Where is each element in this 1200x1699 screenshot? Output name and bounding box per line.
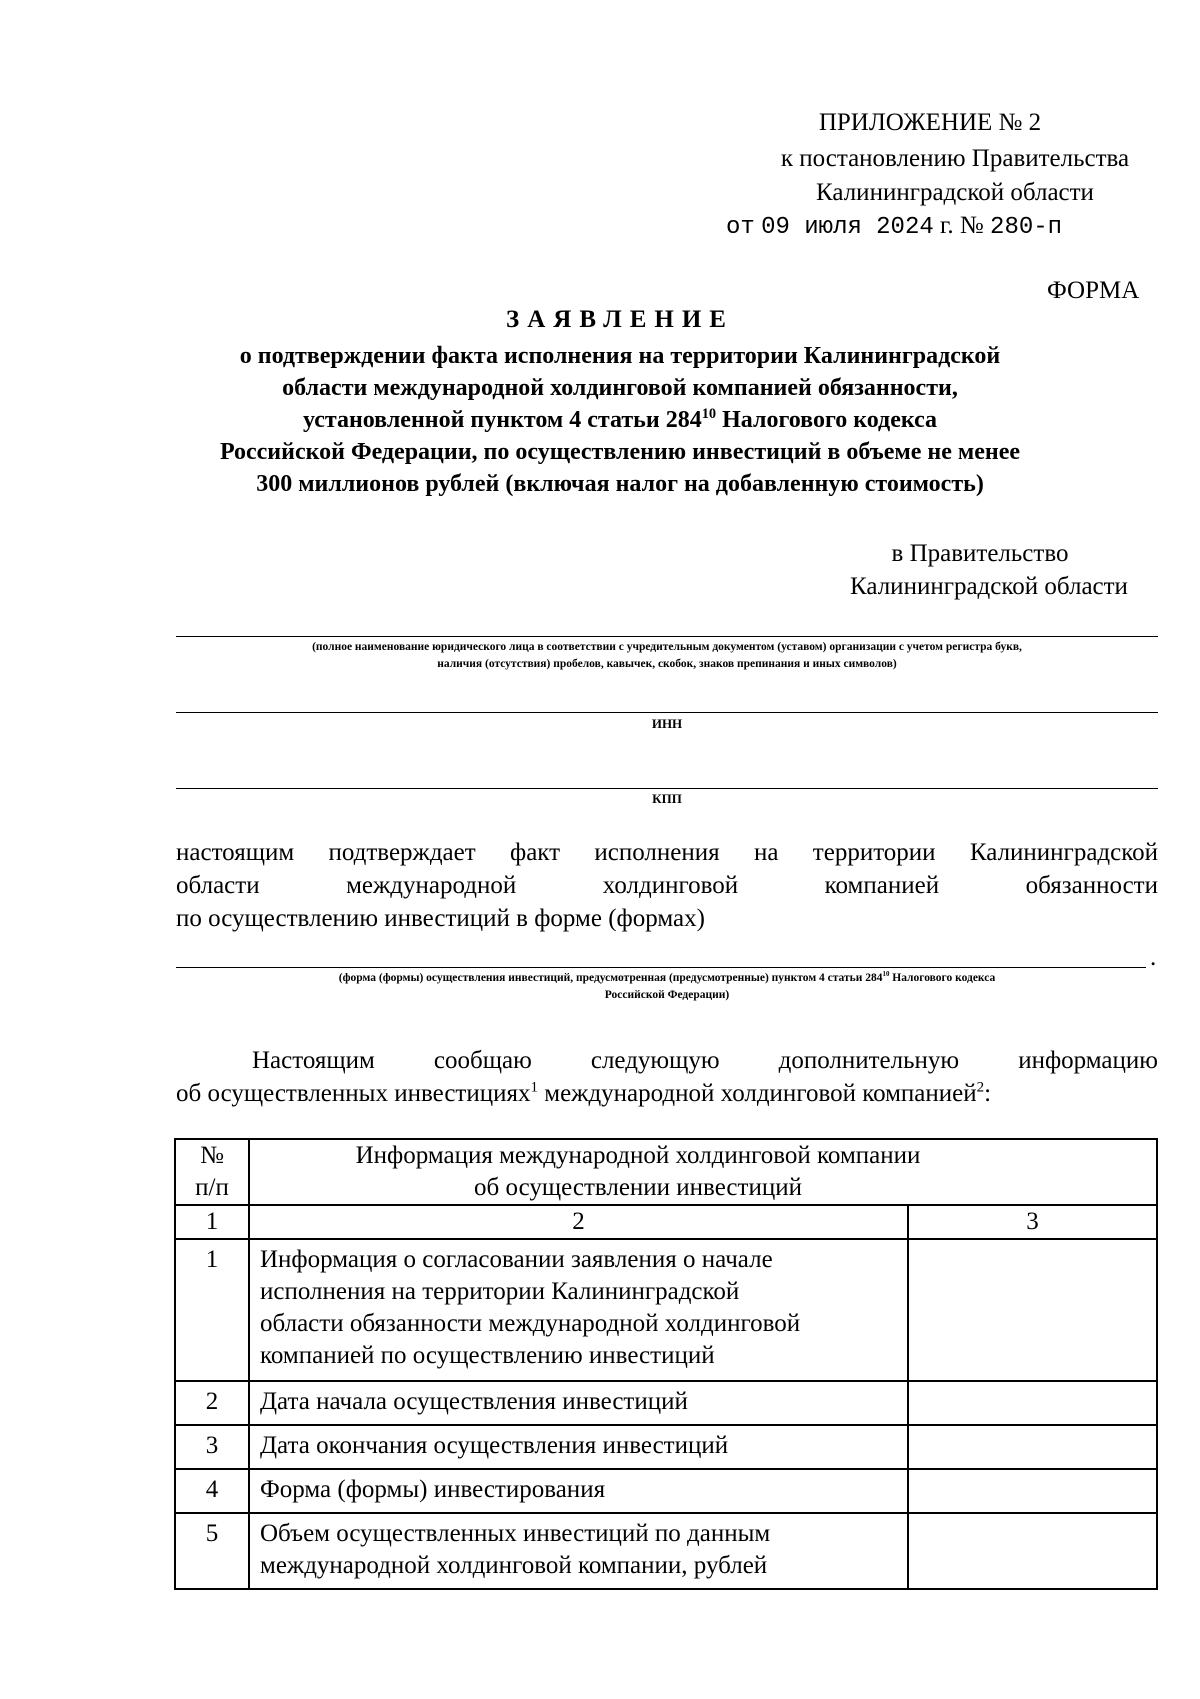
info-line-1: Настоящим сообщаю следующую дополнительную информацию [252, 1047, 1158, 1074]
inn-label: ИНН [651, 716, 683, 731]
info-paragraph [176, 1044, 1158, 1110]
form-hint-line-2: Российской Федерации) [604, 989, 730, 1001]
confirm-line-1: настоящим подтверждает факт исполнения на территории Калининградской [176, 839, 1158, 866]
appendix-resolution: к постановлению Правительства [780, 145, 1130, 172]
appendix-region: Калининградской области [816, 179, 1094, 206]
date-prefix: от [726, 214, 755, 241]
form-hint-line-1: (форма (формы) осуществления инвестиций, предусмотренная (предусмотренные) пунктом 4 статьи $284^{10}$ Налогового кодекса [338, 971, 996, 984]
resolution-number: 280-п [990, 214, 1063, 241]
row-number: 4 [175, 1469, 249, 1513]
table-row [175, 1469, 1157, 1513]
title-line-1: о подтверждении факта исполнения на территории Калининградской [239, 343, 1001, 369]
row-number: 2 [175, 1381, 249, 1425]
kpp-label: КПП [652, 791, 682, 806]
kpp-line[interactable] [176, 788, 1158, 789]
header-info: Информация международной холдинговой компании об осуществлении инвестиций [249, 1139, 1157, 1205]
row-value[interactable] [908, 1425, 1157, 1469]
date-year-mono: 2024 [876, 214, 934, 241]
info-table [174, 1138, 1158, 1590]
row-value[interactable] [908, 1239, 1157, 1381]
table-row [175, 1239, 1157, 1381]
row-description: Форма (формы) инвестирования [249, 1469, 908, 1513]
org-hint-line-2: наличия (отсутствия) пробелов, кавычек, скобок, знаков препинания и иных символов) [437, 658, 897, 670]
appendix-title: ПРИЛОЖЕНИЕ № 2 [818, 109, 1042, 136]
addressee-line-2: Калининградской области [850, 573, 1128, 600]
row-description: Информация о согласовании заявления о начале исполнения на территории Калининградской области обязанности международной холдинговой компанией по осуществлению инвестиций [249, 1239, 908, 1381]
org-name-line[interactable] [176, 636, 1158, 637]
confirm-line-3: по осуществлению инвестиций в форме (формах) [176, 905, 705, 932]
confirm-paragraph [176, 836, 1158, 935]
title-line-4: Российской Федерации, по осуществлению инвестиций в объеме не менее [219, 439, 1021, 465]
title-line-5: 300 миллионов рублей (включая налог на добавленную стоимость) [256, 471, 984, 497]
org-hint-line-1: (полное наименование юридического лица в соответствии с учредительным документом (уставом) организации с учетом регистра букв, [312, 641, 1022, 653]
investment-form-dot: . [1150, 944, 1157, 971]
col-number-2: 2 [249, 1205, 908, 1239]
addressee-line-1: в Правительство [891, 540, 1069, 567]
row-description: Дата начала осуществления инвестиций [249, 1381, 908, 1425]
investment-form-line[interactable] [176, 967, 1146, 968]
date-handwritten: 09 июля [761, 214, 862, 241]
row-description: Дата окончания осуществления инвестиций [249, 1425, 908, 1469]
col-number-1: 1 [175, 1205, 249, 1239]
row-value[interactable] [908, 1469, 1157, 1513]
row-number: 1 [175, 1239, 249, 1381]
confirm-line-2: области международной холдинговой компанией обязанности [176, 872, 1158, 899]
form-label: ФОРМА [1047, 277, 1140, 304]
title-line-3: установленной пунктом 4 статьи $284^{10}$ Налогового кодекса [302, 406, 938, 433]
header-num: № п/п [175, 1139, 249, 1205]
table-row [175, 1381, 1157, 1425]
info-line-2: об осуществленных инвестициях$^1$ международной холдинговой компанией$^2$: [176, 1079, 992, 1107]
table-column-numbers-row [175, 1205, 1157, 1239]
table-row [175, 1425, 1157, 1469]
table-header-row [175, 1139, 1157, 1205]
org-name-hint [176, 639, 1158, 673]
inn-line[interactable] [176, 712, 1158, 713]
document-title [130, 340, 1110, 500]
title-line-2: области международной холдинговой компанией обязанности, [282, 375, 958, 401]
row-number: 5 [175, 1513, 249, 1589]
date-year-suffix: г. № [933, 212, 984, 239]
row-description: Объем осуществленных инвестиций по данным международной холдинговой компании, рублей [249, 1513, 908, 1589]
col-number-3: 3 [908, 1205, 1157, 1239]
appendix-date [726, 209, 1062, 245]
row-number: 3 [175, 1425, 249, 1469]
document-heading: ЗАЯВЛЕНИЕ [506, 306, 734, 333]
row-value[interactable] [908, 1513, 1157, 1589]
row-value[interactable] [908, 1381, 1157, 1425]
investment-form-hint [176, 970, 1158, 1004]
table-row [175, 1513, 1157, 1589]
